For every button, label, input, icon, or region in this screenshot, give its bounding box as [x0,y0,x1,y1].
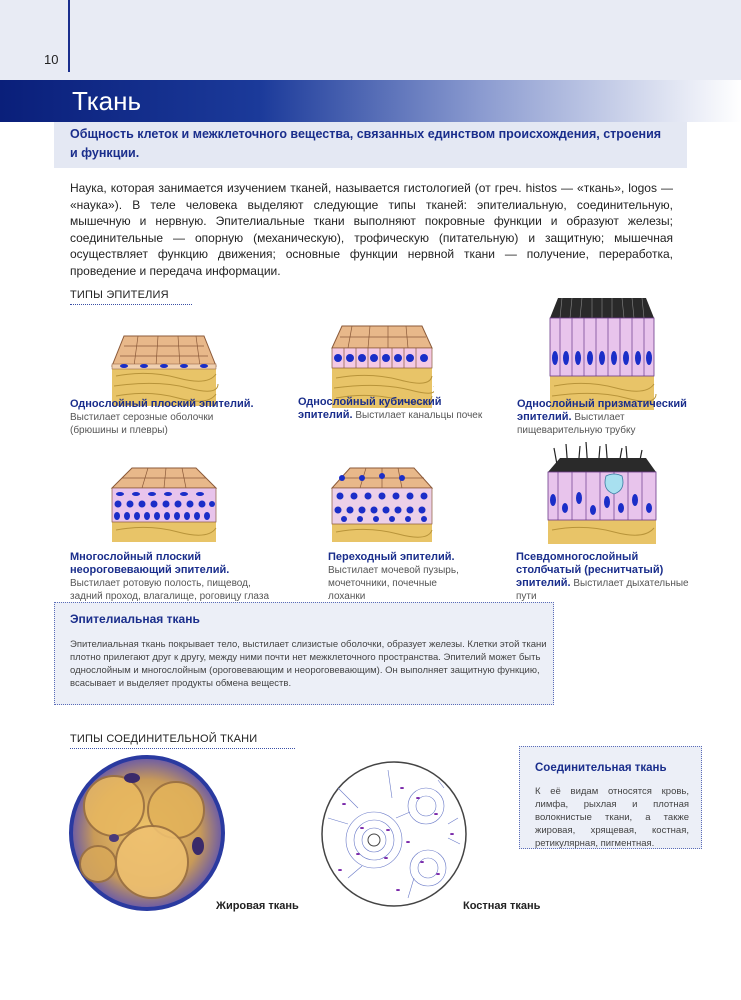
caption-transitional [328,551,473,603]
pseudostratified-illustration [544,442,660,546]
caption-stratified-squamous [70,551,285,603]
caption-desc: Выстилает серозные оболочки (брюшины и плевры) [70,412,214,436]
caption-simple-squamous [70,398,260,437]
header-band [0,0,741,80]
caption-title: Псевдомногослойный столбчатый (реснитчатый) эпителий. [516,551,664,589]
simple-columnar-illustration [546,294,658,412]
fat-tissue-image [68,754,226,912]
caption-desc: Выстилает канальцы почек [355,410,483,421]
connective-heading: ТИПЫ СОЕДИНИТЕЛЬНОЙ ТКАНИ [70,733,295,749]
bone-tissue-image [318,758,470,910]
caption-title: Переходный эпителий. [328,551,455,563]
definition-text: Общность клеток и межклеточного вещества, связанных единством происхождения, строения и функции. [70,127,662,160]
caption-simple-columnar [517,398,697,437]
caption-desc: Выстилает ротовую полость, пищевод, задний проход, влагалище, роговицу глаза [70,578,269,602]
intro-paragraph: Наука, которая занимается изучением тканей, называется гистологией (от греч. histos — «ткань», logos — «наука»). В теле человека выделяют следующие типы тканей: эпителиальную, соединительную, мышечную и нервную. Эпителиальные ткани выполняют покровные функции и образуют железы; соединительные — опорную (механическую), трофическую (питательную) и защитную; мышечная осуществляет функцию движения; основные функции нервной ткани — получение, переработка, проведение и передача информации. [70,181,673,278]
caption-simple-cuboidal [298,396,488,422]
epithelial-info-text: Эпителиальная ткань покрывает тело, выстилает слизистые оболочки, образует железы. Клетки этой ткани плотно прилегают друг к другу, между ними почти нет межклеточного пространства. Эпителий может быть однослойным и многослойным (ороговевающим и неороговевающим). Он выполняет защитную функцию, всасывает и выделяет продукты обмена веществ. [70,639,547,689]
caption-desc: Выстилает пищеварительную трубку [517,412,636,436]
caption-desc: Выстилает дыхательные пути [516,578,689,602]
epithelial-info-title: Эпителиальная ткань [70,612,200,626]
page-number: 10 [44,52,59,67]
stratified-squamous-illustration [108,466,222,544]
fat-tissue-label: Жировая ткань [216,900,299,912]
epithelium-heading: ТИПЫ ЭПИТЕЛИЯ [70,289,192,305]
header-rule [68,0,70,72]
transitional-illustration [328,466,436,544]
caption-title: Многослойный плоский неороговевающий эпителий. [70,551,230,576]
connective-info-title: Соединительная ткань [535,762,667,774]
caption-title: Однослойный кубический эпителий. [298,396,442,421]
caption-desc: Выстилает мочевой пузырь, мочеточники, почечные лоханки [328,565,459,602]
caption-title: Однослойный призматический эпителий. [517,398,687,423]
connective-info-text: К её видам относятся кровь, лимфа, рыхлая и плотная волокнистые ткани, а также жировая, хрящевая, костная, ретикулярная, пигментная. [535,786,689,849]
bone-tissue-label: Костная ткань [463,900,541,912]
caption-title: Однослойный плоский эпителий. [70,398,254,410]
caption-pseudostratified [516,551,701,603]
page-title: Ткань [72,86,142,116]
